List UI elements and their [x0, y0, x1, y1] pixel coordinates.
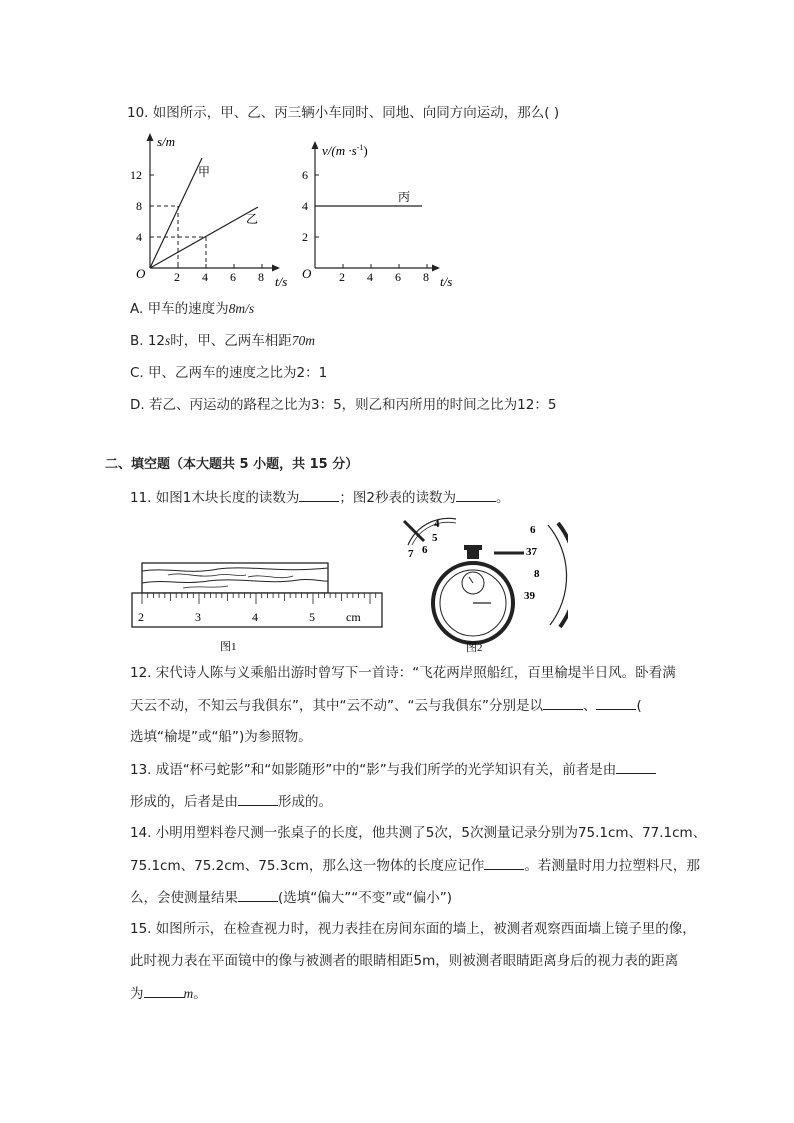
q10-st-graph — [120, 128, 290, 290]
answer-blank[interactable] — [484, 856, 524, 870]
q12-line1: 12. 宋代诗人陈与义乘船出游时曾写下一首诗：“飞花两岸照船红，百里榆堤半日风。卧看满 — [130, 665, 676, 681]
dial-left-6: 6 — [422, 544, 428, 556]
y-axis-label: s/m — [157, 134, 176, 149]
dial-right-8: 8 — [534, 568, 540, 580]
q12-line3: 选填“榆堤”或“船”)为参照物。 — [130, 729, 312, 745]
answer-blank[interactable] — [543, 696, 583, 710]
ytick-6: 6 — [302, 168, 308, 182]
option-c: C. 甲、乙两车的速度之比为2：1 — [130, 365, 328, 381]
option-a: A. 甲车的速度为8m/s — [130, 301, 255, 317]
fig2-caption: 图2 — [466, 642, 483, 654]
answer-blank[interactable] — [238, 888, 278, 902]
q14-line2: 75.1cm、75.2cm、75.3cm，那么这一物体的长度应记作 。若测量时用力拉塑料尺，那 — [130, 858, 700, 874]
x-axis-label: t/s — [275, 274, 288, 289]
answer-blank[interactable] — [616, 760, 656, 774]
y-axis-label: $v/(m \cdot s^{-1})$ — [322, 143, 368, 158]
q15-line2: 此时视力表在平面镜中的像与被测者的眼睛相距5m，则被测者眼睛距离身后的视力表的距离 — [130, 953, 679, 969]
dial-left-4: 4 — [434, 518, 440, 530]
q11-text: 11. 如图1木块长度的读数为 ；图2秒表的读数为 。 — [130, 490, 510, 506]
answer-blank[interactable] — [456, 488, 496, 502]
ruler-label-2: 2 — [138, 610, 144, 624]
origin-label: O — [302, 266, 312, 281]
fig1-caption: 图1 — [220, 641, 237, 653]
jia-label: 甲 — [198, 165, 211, 179]
xtick-4: 4 — [367, 270, 373, 284]
answer-blank[interactable] — [299, 488, 339, 502]
q10-vt-graph — [290, 136, 460, 290]
answer-blank[interactable] — [238, 792, 278, 806]
bing-label: 丙 — [398, 190, 411, 204]
q15-line1: 15. 如图所示，在检查视力时，视力表挂在房间东面的墙上，被测者观察西面墙上镜子里的像， — [130, 921, 696, 937]
dial-left-7: 7 — [408, 548, 414, 560]
dial-right-37: 37 — [526, 546, 537, 558]
q10-stem: 10. 如图所示，甲、乙、丙三辆小车同时、同地、向同方向运动，那么( ) — [127, 105, 560, 121]
ruler-label-4: 4 — [252, 610, 258, 624]
section-heading: 二、填空题（本大题共 5 小题，共 15 分） — [105, 457, 359, 472]
dial-right-6: 6 — [530, 524, 536, 536]
ruler-label-3: 3 — [195, 610, 201, 624]
jia-line — [150, 158, 202, 268]
xtick-6: 6 — [395, 270, 401, 284]
dial-left-5: 5 — [432, 532, 438, 544]
q13-line2: 形成的，后者是由 形成的。 — [130, 794, 332, 810]
ytick-12: 12 — [130, 168, 142, 182]
ruler-label-5: 5 — [309, 610, 315, 624]
ruler-figure — [128, 555, 390, 655]
q12-line2: 天云不动，不知云与我俱东”，其中“云不动”、“云与我俱东”分别是以 、 ( — [130, 698, 642, 714]
xtick-2: 2 — [174, 270, 180, 284]
dial-right-39: 39 — [524, 590, 535, 602]
xtick-6: 6 — [230, 270, 236, 284]
ytick-4: 4 — [136, 230, 142, 244]
q15-line3: 为 m。 — [130, 986, 207, 1002]
option-d: D. 若乙、丙运动的路程之比为3：5，则乙和丙所用的时间之比为12：5 — [130, 397, 557, 413]
answer-blank[interactable] — [596, 696, 636, 710]
ytick-8: 8 — [136, 199, 142, 213]
origin-label: O — [136, 266, 146, 281]
yi-label: 乙 — [246, 212, 259, 226]
stopwatch-figure — [398, 515, 568, 655]
ruler-unit: cm — [346, 610, 361, 624]
q14-line3: 么，会使测量结果 (选填“偏大”“不变”或“偏小”) — [130, 890, 452, 906]
xtick-4: 4 — [202, 270, 208, 284]
ytick-4: 4 — [302, 199, 308, 213]
x-axis-label: t/s — [440, 274, 453, 289]
option-b: B. 12s时，甲、乙两车相距70m — [130, 333, 316, 349]
q14-line1: 14. 小明用塑料卷尺测一张桌子的长度，他共测了5次，5次测量记录分别为75.1cm、77.1cm、 — [130, 825, 707, 841]
xtick-8: 8 — [423, 270, 429, 284]
answer-blank[interactable] — [144, 984, 184, 998]
xtick-8: 8 — [258, 270, 264, 284]
ytick-2: 2 — [302, 230, 308, 244]
q13-line1: 13. 成语“杯弓蛇影”和“如影随形”中的“影”与我们所学的光学知识有关，前者是由 — [130, 760, 656, 779]
xtick-2: 2 — [339, 270, 345, 284]
